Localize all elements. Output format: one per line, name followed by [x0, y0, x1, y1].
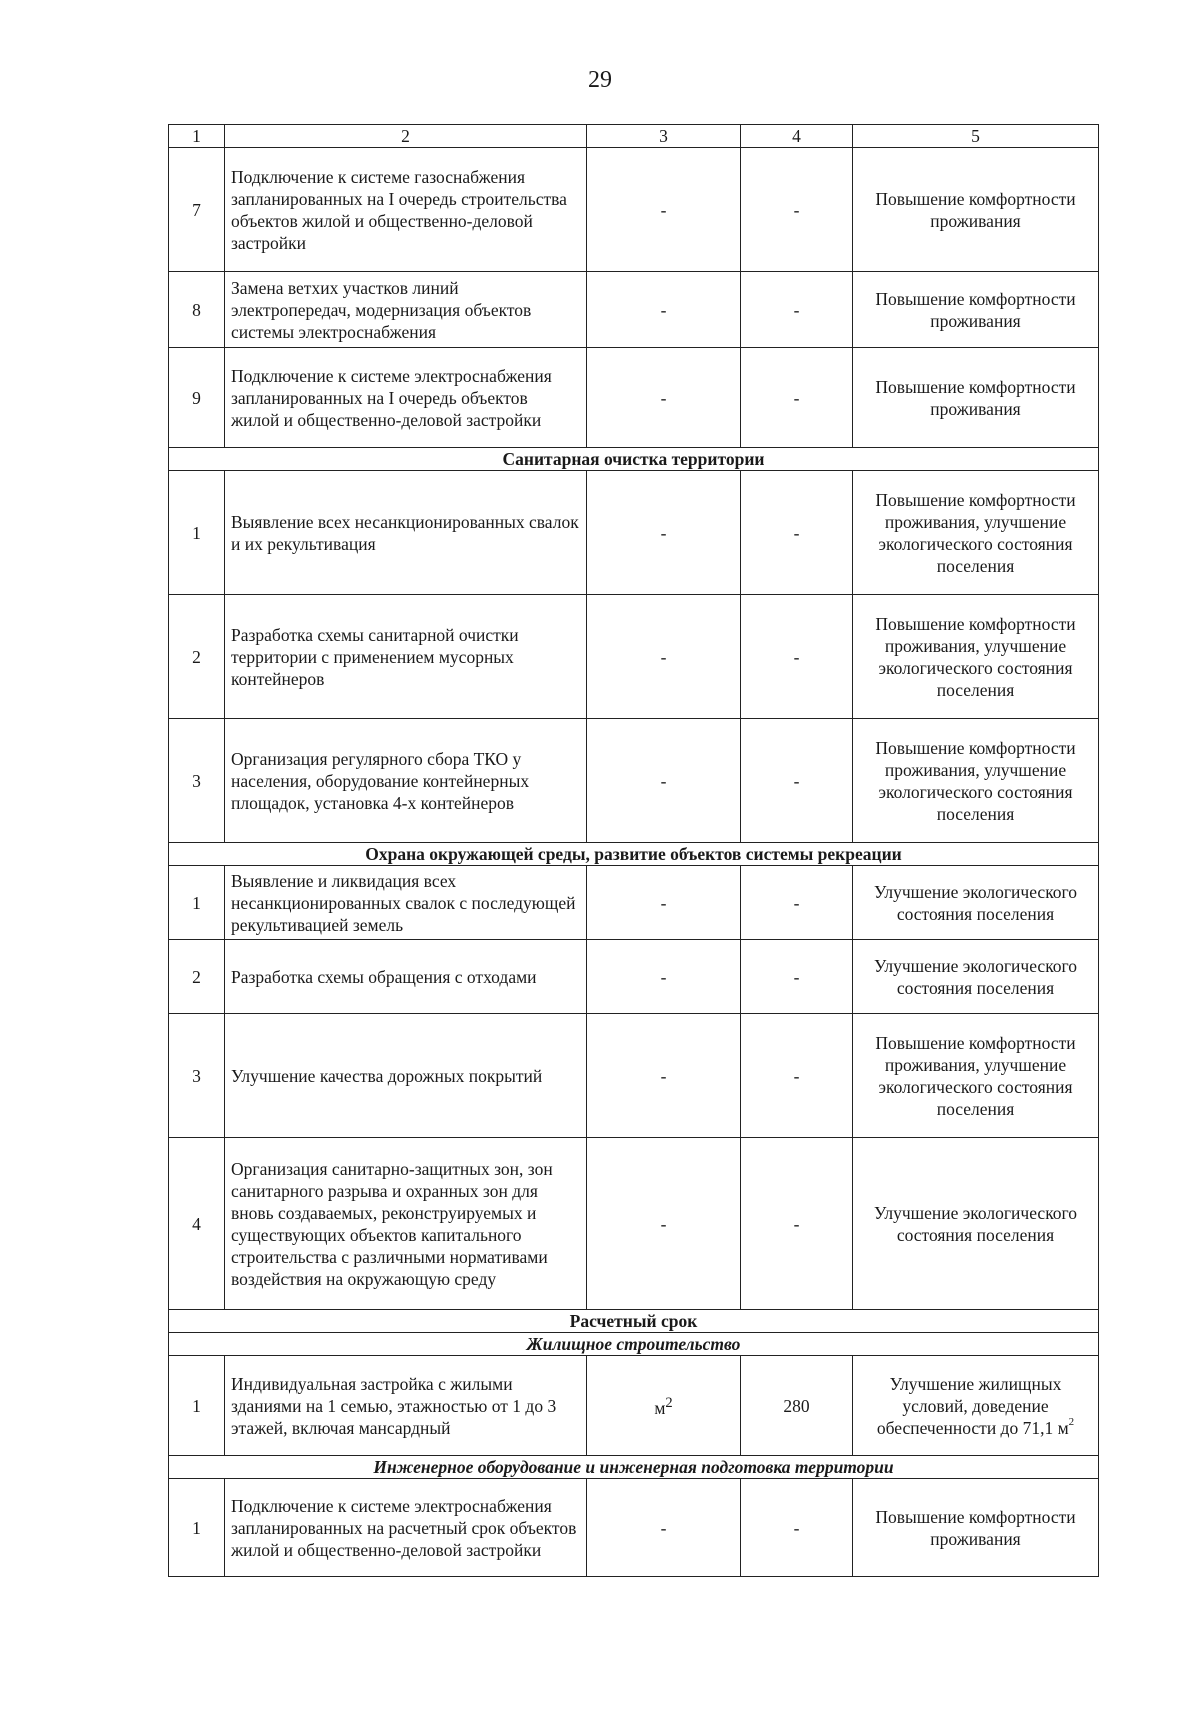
- value-cell-text: 280: [783, 1395, 810, 1416]
- measure-description: [225, 148, 587, 272]
- unit-cell-text: -: [660, 199, 667, 220]
- result-cell: [853, 148, 1099, 272]
- unit-cell-text: -: [660, 522, 667, 543]
- value-cell: [741, 866, 853, 940]
- table-row: [169, 148, 1099, 272]
- row-number-text: 1: [192, 1395, 201, 1416]
- measure-description-text: Замена ветхих участков линий электропередач, модернизация объектов системы электроснабжения: [231, 277, 532, 342]
- value-cell-text: -: [793, 522, 800, 543]
- column-numbers-row: [169, 125, 1099, 148]
- value-cell: [741, 1014, 853, 1138]
- value-cell: [741, 348, 853, 448]
- value-cell: [741, 940, 853, 1014]
- result-cell-text: Улучшение жилищных условий, доведение обеспеченности до 71,1 м: [876, 1373, 1069, 1438]
- unit-cell-text: -: [660, 892, 667, 913]
- unit-cell: [587, 595, 741, 719]
- measure-description-text: Подключение к системе газоснабжения запланированных на I очередь строительства объектов жилой и общественно-деловой застройки: [231, 166, 567, 253]
- row-number-text: 2: [192, 966, 201, 987]
- value-cell-text: -: [793, 1213, 800, 1234]
- measure-description-text: Подключение к системе электроснабжения запланированных на расчетный срок объектов жилой и общественно-деловой застройки: [231, 1495, 577, 1560]
- table-row: [169, 1356, 1099, 1456]
- unit-cell-text: -: [660, 646, 667, 667]
- row-number: [169, 1479, 225, 1577]
- measure-description: [225, 348, 587, 448]
- row-number-text: 7: [192, 199, 201, 220]
- result-cell-text: Повышение комфортности проживания, улучшение экологического состояния поселения: [875, 1032, 1076, 1119]
- table-row: [169, 1479, 1099, 1577]
- unit-cell: [587, 1479, 741, 1577]
- unit-cell: [587, 148, 741, 272]
- page-number: 29: [588, 67, 612, 93]
- column-number: 4: [741, 125, 853, 148]
- measure-description-text: Индивидуальная застройка с жилыми зданиями на 1 семью, этажностью от 1 до 3 этажей, включая мансардный: [231, 1373, 557, 1438]
- row-number: [169, 940, 225, 1014]
- unit-cell: [587, 940, 741, 1014]
- unit-cell: [587, 348, 741, 448]
- value-cell: [741, 1479, 853, 1577]
- unit-cell-text: -: [660, 299, 667, 320]
- unit-cell: [587, 1138, 741, 1310]
- value-cell: [741, 595, 853, 719]
- measure-description-text: Организация санитарно-защитных зон, зон санитарного разрыва и охранных зон для вновь создаваемых, реконструируемых и существующих объектов капитального строительства с различными нормативами воздействия на окружающую среду: [231, 1158, 553, 1289]
- table-row: [169, 272, 1099, 348]
- measure-description-text: Разработка схемы санитарной очистки территории с применением мусорных контейнеров: [231, 624, 519, 689]
- measure-description: [225, 272, 587, 348]
- result-cell: [853, 1014, 1099, 1138]
- measure-description-text: Выявление всех несанкционированных свалок и их рекультивация: [231, 511, 579, 554]
- table-row: [169, 471, 1099, 595]
- value-cell-text: -: [793, 892, 800, 913]
- result-cell: [853, 1356, 1099, 1456]
- measure-description-text: Организация регулярного сбора ТКО у населения, оборудование контейнерных площадок, установка 4-х контейнеров: [231, 748, 530, 813]
- row-number-text: 3: [192, 1065, 201, 1086]
- measures-table: [168, 124, 1099, 1577]
- column-number: 5: [853, 125, 1099, 148]
- measure-description: [225, 1356, 587, 1456]
- column-number: 1: [169, 125, 225, 148]
- result-cell-text: Улучшение экологического состояния поселения: [873, 955, 1078, 998]
- row-number-text: 8: [192, 299, 201, 320]
- result-cell: [853, 940, 1099, 1014]
- result-cell: [853, 595, 1099, 719]
- result-cell: [853, 719, 1099, 843]
- value-cell-text: -: [793, 387, 800, 408]
- column-number: 3: [587, 125, 741, 148]
- unit-cell: [587, 1014, 741, 1138]
- value-cell: [741, 471, 853, 595]
- row-number: [169, 866, 225, 940]
- table-row: [169, 348, 1099, 448]
- row-number-text: 3: [192, 770, 201, 791]
- superscript: 2: [665, 1395, 673, 1412]
- value-cell-text: -: [793, 199, 800, 220]
- result-cell: [853, 1138, 1099, 1310]
- row-number: [169, 1356, 225, 1456]
- table-row: [169, 719, 1099, 843]
- section-header-row: [169, 448, 1099, 471]
- result-cell: [853, 272, 1099, 348]
- row-number: [169, 719, 225, 843]
- result-cell: [853, 1479, 1099, 1577]
- table-row: [169, 595, 1099, 719]
- measure-description-text: Разработка схемы обращения с отходами: [231, 966, 537, 987]
- measure-description: [225, 719, 587, 843]
- unit-cell: [587, 866, 741, 940]
- row-number: [169, 348, 225, 448]
- row-number: [169, 595, 225, 719]
- table-body: [169, 125, 1099, 1577]
- measure-description: [225, 1138, 587, 1310]
- result-cell-text: Повышение комфортности проживания: [875, 288, 1076, 331]
- row-number-text: 1: [192, 522, 201, 543]
- section-header-row: [169, 1310, 1099, 1333]
- unit-cell-text: -: [660, 1213, 667, 1234]
- measure-description-text: Улучшение качества дорожных покрытий: [231, 1065, 543, 1086]
- section-title: Жилищное строительство: [169, 1333, 1099, 1356]
- table-row: [169, 940, 1099, 1014]
- unit-cell: [587, 471, 741, 595]
- superscript: 2: [1068, 1415, 1075, 1428]
- measure-description: [225, 595, 587, 719]
- result-cell-text: Улучшение экологического состояния поселения: [873, 1202, 1078, 1245]
- unit-cell-text: -: [660, 1517, 667, 1538]
- result-cell-text: Улучшение экологического состояния поселения: [873, 881, 1078, 924]
- value-cell-text: -: [793, 646, 800, 667]
- measure-description: [225, 940, 587, 1014]
- column-number: 2: [225, 125, 587, 148]
- result-cell: [853, 348, 1099, 448]
- result-cell-text: Повышение комфортности проживания: [875, 1506, 1076, 1549]
- row-number-text: 1: [192, 892, 201, 913]
- row-number: [169, 1014, 225, 1138]
- row-number: [169, 471, 225, 595]
- section-header-row: [169, 1333, 1099, 1356]
- table-row: [169, 1138, 1099, 1310]
- unit-cell-text: -: [660, 387, 667, 408]
- result-cell-text: Повышение комфортности проживания: [875, 188, 1076, 231]
- result-cell: [853, 866, 1099, 940]
- row-number-text: 2: [192, 646, 201, 667]
- section-header-row: [169, 1456, 1099, 1479]
- measure-description: [225, 866, 587, 940]
- value-cell: [741, 272, 853, 348]
- value-cell-text: -: [793, 770, 800, 791]
- result-cell-text: Повышение комфортности проживания: [875, 376, 1076, 419]
- result-cell-text: Повышение комфортности проживания, улучшение экологического состояния поселения: [875, 489, 1076, 576]
- row-number-text: 4: [192, 1213, 201, 1234]
- section-title: Охрана окружающей среды, развитие объектов системы рекреации: [169, 843, 1099, 866]
- section-title: Расчетный срок: [169, 1310, 1099, 1333]
- value-cell: [741, 148, 853, 272]
- row-number: [169, 148, 225, 272]
- section-title: Инженерное оборудование и инженерная подготовка территории: [169, 1456, 1099, 1479]
- unit-cell: [587, 719, 741, 843]
- row-number-text: 9: [192, 387, 201, 408]
- value-cell-text: -: [793, 966, 800, 987]
- measure-description: [225, 1014, 587, 1138]
- result-cell: [853, 471, 1099, 595]
- row-number-text: 1: [192, 1517, 201, 1538]
- result-cell-text: Повышение комфортности проживания, улучшение экологического состояния поселения: [875, 737, 1076, 824]
- measure-description: [225, 471, 587, 595]
- table-row: [169, 1014, 1099, 1138]
- table-row: [169, 866, 1099, 940]
- value-cell-text: -: [793, 1517, 800, 1538]
- measure-description: [225, 1479, 587, 1577]
- result-cell-text: Повышение комфортности проживания, улучшение экологического состояния поселения: [875, 613, 1076, 700]
- unit-cell: [587, 272, 741, 348]
- row-number: [169, 272, 225, 348]
- section-title: Санитарная очистка территории: [169, 448, 1099, 471]
- unit-cell-text: м: [654, 1397, 666, 1418]
- unit-cell: [587, 1356, 741, 1456]
- measure-description-text: Выявление и ликвидация всех несанкционированных свалок с последующей рекультивацией земель: [231, 870, 576, 935]
- value-cell-text: -: [793, 299, 800, 320]
- row-number: [169, 1138, 225, 1310]
- section-header-row: [169, 843, 1099, 866]
- unit-cell-text: -: [660, 770, 667, 791]
- value-cell: [741, 719, 853, 843]
- value-cell: [741, 1138, 853, 1310]
- value-cell-text: -: [793, 1065, 800, 1086]
- value-cell: [741, 1356, 853, 1456]
- unit-cell-text: -: [660, 966, 667, 987]
- unit-cell-text: -: [660, 1065, 667, 1086]
- measure-description-text: Подключение к системе электроснабжения запланированных на I очередь объектов жилой и общественно-деловой застройки: [231, 365, 552, 430]
